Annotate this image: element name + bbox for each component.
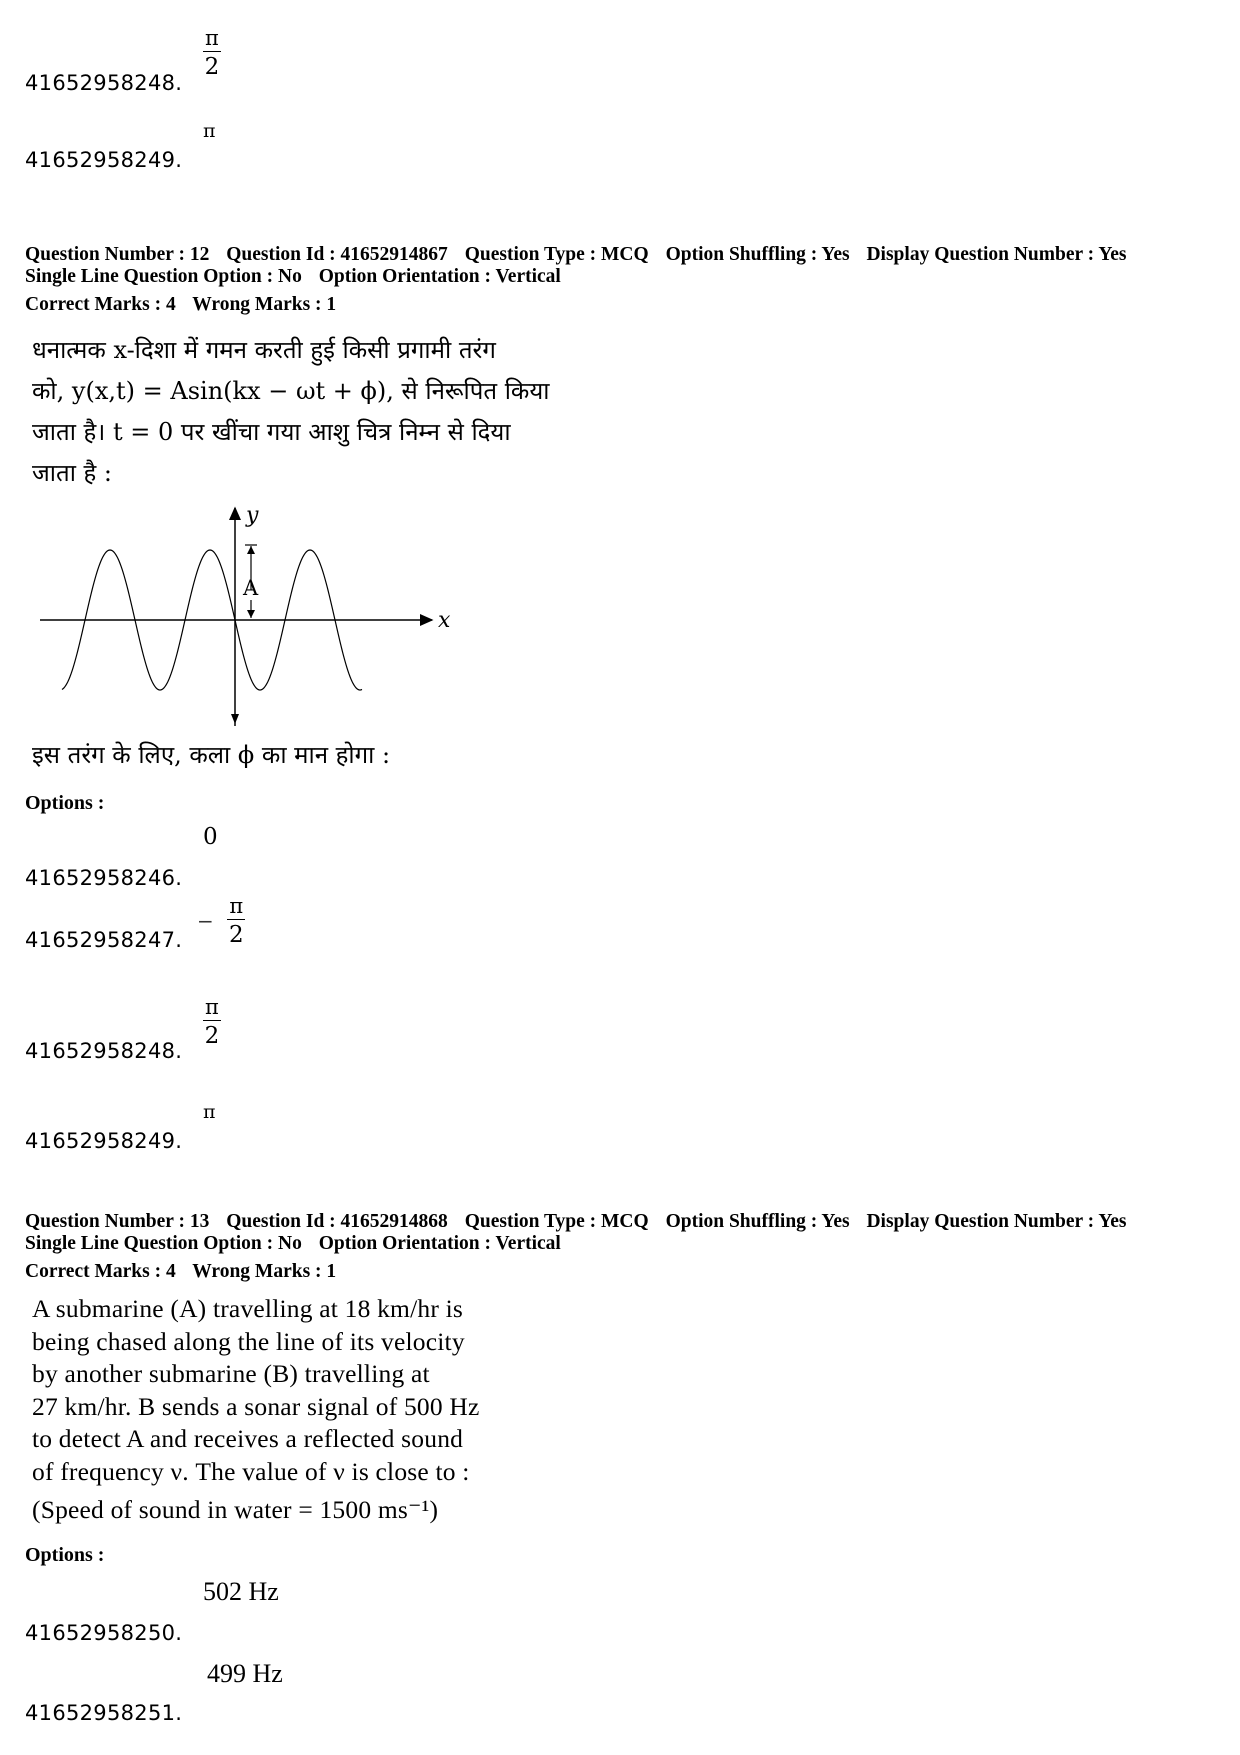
question-line: जाता है : (32, 459, 113, 487)
question-line: जाता है। t = 0 पर खींचा गया आशु चित्र निम्न से दिया (32, 418, 511, 446)
minus-sign: − (197, 909, 214, 934)
option-id: 41652958251. (25, 1701, 183, 1725)
question-12-text (32, 330, 552, 494)
option-id: 41652958249. (25, 1129, 183, 1153)
wrong-marks: Wrong Marks : 1 (192, 1261, 337, 1282)
option-value: π (203, 120, 216, 142)
fraction-numerator: π (229, 894, 244, 918)
option-shuffling: Option Shuffling : Yes (665, 1211, 850, 1232)
option-value (203, 27, 221, 79)
option-orientation: Option Orientation : Vertical (318, 1233, 561, 1254)
option-value: 499 Hz (207, 1659, 283, 1688)
question-number: Question Number : 13 (25, 1211, 210, 1232)
header-line-2 (25, 266, 1139, 288)
header-line-1 (25, 244, 1139, 266)
option-id: 41652958247. (25, 928, 183, 952)
fraction-bar (203, 1020, 221, 1021)
amplitude-bottom-arrowhead (247, 610, 255, 618)
question-id: Question Id : 41652914867 (226, 244, 448, 265)
fraction-numerator: π (205, 26, 219, 50)
question-12-tail: इस तरंग के लिए, कला ϕ का मान होगा : (32, 741, 391, 769)
wave-snapshot-graph (36, 500, 466, 740)
question-line: को, y(x,t) = Asin(kx − ωt + ϕ), से निरूपित किया (32, 377, 550, 405)
question-line: (Speed of sound in water = 1500 ms⁻¹) (32, 1495, 439, 1524)
display-question-number: Display Question Number : Yes (866, 244, 1127, 265)
header-line-1 (25, 1211, 1139, 1233)
question-type: Question Type : MCQ (464, 1211, 649, 1232)
question-13-text (32, 1293, 552, 1527)
question-12-header (25, 244, 1139, 316)
wrong-marks: Wrong Marks : 1 (192, 294, 337, 315)
display-question-number: Display Question Number : Yes (866, 1211, 1127, 1232)
option-id: 41652958248. (25, 71, 183, 95)
marks-line (25, 1261, 1139, 1283)
options-label: Options : (25, 1544, 105, 1566)
fraction (227, 895, 245, 947)
y-axis-label: y (246, 503, 259, 528)
question-line: being chased along the line of its velocity (32, 1326, 465, 1356)
option-value (197, 895, 245, 947)
option-value: 502 Hz (203, 1577, 279, 1606)
option-id: 41652958246. (25, 866, 183, 890)
marks-line (25, 294, 1139, 316)
fraction-bar (203, 51, 221, 52)
header-line-2 (25, 1233, 1139, 1255)
question-line: A submarine (A) travelling at 18 km/hr is (32, 1294, 463, 1323)
question-line: to detect A and receives a reflected sound (32, 1424, 464, 1453)
fraction-numerator: π (205, 995, 219, 1019)
option-value (203, 996, 221, 1048)
options-label: Options : (25, 792, 105, 814)
option-value: 0 (203, 824, 218, 850)
fraction-denominator: 2 (204, 1023, 220, 1050)
question-type: Question Type : MCQ (464, 244, 649, 265)
x-axis-label: x (438, 608, 451, 633)
single-line-option: Single Line Question Option : No (25, 1233, 302, 1254)
correct-marks: Correct Marks : 4 (25, 294, 176, 315)
fraction (203, 996, 221, 1048)
question-number: Question Number : 12 (25, 244, 210, 265)
question-line: of frequency ν. The value of ν is close to : (32, 1456, 470, 1486)
option-id: 41652958248. (25, 1039, 183, 1063)
fraction-bar (227, 919, 245, 920)
question-line: धनात्मक x-दिशा में गमन करती हुई किसी प्रगामी तरंग (32, 336, 496, 364)
fraction (203, 27, 221, 79)
question-id: Question Id : 41652914868 (226, 1211, 448, 1232)
amplitude-top-arrowhead (247, 546, 255, 554)
option-id: 41652958250. (25, 1621, 183, 1645)
option-id: 41652958249. (25, 148, 183, 172)
question-line: by another submarine (B) travelling at (32, 1359, 430, 1388)
correct-marks: Correct Marks : 4 (25, 1261, 176, 1282)
amplitude-label: A (243, 576, 259, 600)
fraction-denominator: 2 (228, 922, 244, 949)
question-13-header (25, 1211, 1139, 1283)
option-shuffling: Option Shuffling : Yes (665, 244, 850, 265)
question-line: 27 km/hr. B sends a sonar signal of 500 Hz (32, 1391, 480, 1421)
single-line-option: Single Line Question Option : No (25, 266, 302, 287)
y-axis-down-arrowhead (231, 714, 239, 724)
option-orientation: Option Orientation : Vertical (318, 266, 561, 287)
fraction-denominator: 2 (204, 54, 220, 81)
option-value: π (203, 1101, 216, 1123)
